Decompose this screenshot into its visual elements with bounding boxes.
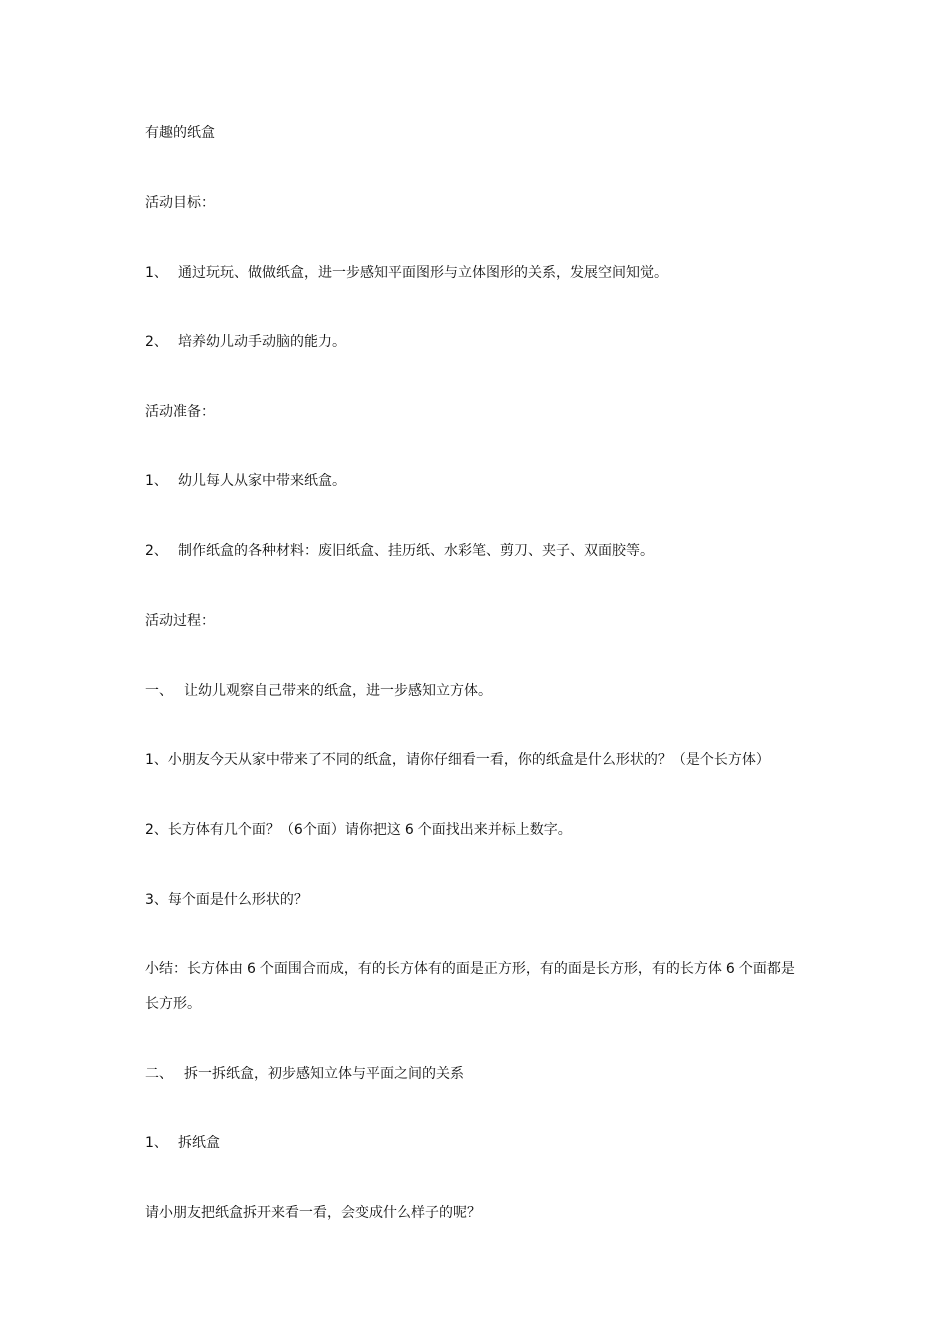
question-1-text: 小朋友今天从家中带来了不同的纸盒，请你仔细看一看，你的纸盒是什么形状的？（是个长方体）: [167, 752, 770, 768]
goal-item-1-number: 1、: [145, 265, 168, 281]
question-1: [145, 751, 770, 769]
summary-count-1: 6: [247, 961, 256, 977]
goal-item-2-number: 2、: [145, 334, 168, 350]
step-1-prompt: 请小朋友把纸盒拆开来看一看，会变成什么样子的呢？: [145, 1205, 481, 1221]
summary-text-part1: 小结：长方体由: [145, 961, 243, 977]
prep-item-1-number: 1、: [145, 473, 168, 489]
goal-item-1-text: 通过玩玩、做做纸盒，进一步感知平面图形与立体图形的关系，发展空间知觉。: [178, 265, 668, 281]
question-2-text-part1: 长方体有几个面？（: [167, 822, 294, 838]
step-1-number: 1、: [145, 1135, 168, 1151]
section-2-number: 二、: [145, 1066, 173, 1082]
prep-item-2-text: 制作纸盒的各种材料：废旧纸盒、挂历纸、水彩笔、剪刀、夹子、双面胶等。: [178, 543, 654, 559]
section-1-text: 让幼儿观察自己带来的纸盒，进一步感知立方体。: [184, 683, 492, 699]
question-2-count-2: 6: [404, 822, 414, 838]
prep-item-2: [145, 542, 654, 560]
goals-heading: 活动目标：: [145, 195, 215, 211]
summary-line-1: [145, 960, 795, 978]
question-3: [145, 891, 308, 909]
question-2-number: 2、: [145, 822, 168, 838]
question-2-text-part3: 个面找出来并标上数字。: [417, 822, 572, 838]
section-2-text: 拆一拆纸盒，初步感知立体与平面之间的关系: [184, 1066, 464, 1082]
goal-item-1: [145, 264, 668, 282]
question-1-number: 1、: [145, 752, 168, 768]
question-3-text: 每个面是什么形状的？: [167, 892, 308, 908]
process-heading: 活动过程：: [145, 613, 215, 629]
question-2-text-part2: 个面）请你把这: [302, 822, 401, 838]
prep-item-1: [145, 472, 346, 490]
section-1: [145, 682, 492, 700]
summary-line-2: 长方形。: [145, 996, 201, 1012]
prep-heading: 活动准备：: [145, 404, 215, 420]
question-2: [145, 821, 572, 839]
summary-text-part2: 个面围合而成，有的长方体有的面是正方形，有的面是长方形，有的长方体: [259, 961, 722, 977]
summary-text-part3: 个面都是: [738, 961, 795, 977]
prep-item-1-text: 幼儿每人从家中带来纸盒。: [178, 473, 346, 489]
section-1-number: 一、: [145, 683, 173, 699]
step-1-text: 拆纸盒: [178, 1135, 220, 1151]
goal-item-2: [145, 333, 346, 351]
step-1: [145, 1134, 220, 1152]
question-2-count-1: 6: [293, 822, 303, 838]
document-title: 有趣的纸盒: [145, 125, 215, 141]
goal-item-2-text: 培养幼儿动手动脑的能力。: [178, 334, 346, 350]
section-2: [145, 1065, 464, 1083]
summary-count-2: 6: [725, 961, 735, 977]
prep-item-2-number: 2、: [145, 543, 168, 559]
question-3-number: 3、: [145, 892, 168, 908]
